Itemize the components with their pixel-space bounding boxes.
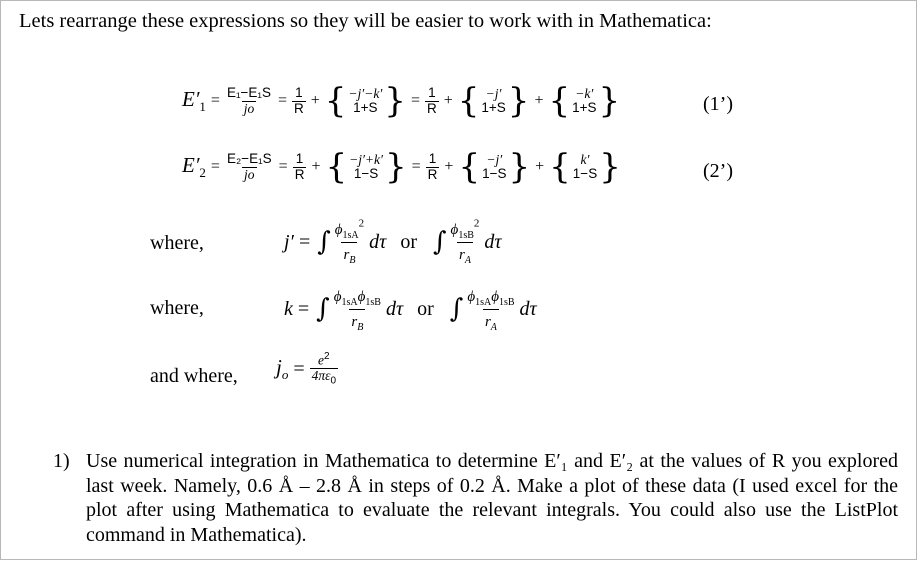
- jo-equals: =: [293, 357, 305, 380]
- and-where-label: and where,: [150, 365, 238, 387]
- jprime-integral-sign-2: ∫: [433, 227, 447, 257]
- jprime-dtau-2: dτ: [484, 230, 502, 253]
- equation-2: $E'_2$ = $\frac{\text{E₂−E₁S}}{jo}$ = $\frac{1}{R}$ + { −j′+k′ 1−S } = $\frac{1}{R}$ + { −j′ 1−S } + { k′ 1−S }: [182, 147, 621, 187]
- jo-fraction: $\frac{e^2}{4\pi\varepsilon_0}$: [311, 351, 337, 387]
- eq1-plus-3: +: [534, 92, 544, 109]
- equation-1: $E'_1$ = $\frac{\text{E₁−E₁S}}{jo}$ = $\frac{1}{R}$ + { −j′−k′ 1+S } = $\frac{1}{R}$ + { −j′ 1+S } + { −k′ 1+S }: [182, 81, 621, 121]
- eq2-plus-2: +: [444, 158, 454, 175]
- k-dtau-2: dτ: [519, 297, 537, 320]
- eq1-equals-3: =: [410, 92, 420, 109]
- eq1-equals-1: =: [210, 92, 220, 109]
- jprime-integrand-1: $\frac{\phi_{1sA}^2}{r_B}$: [334, 217, 365, 266]
- jprime-or: or: [400, 230, 417, 253]
- k-integral-sign-1: ∫: [316, 294, 330, 324]
- jprime-symbol: j′: [284, 230, 294, 253]
- where-label-1: where,: [150, 232, 204, 254]
- k-or: or: [417, 297, 434, 320]
- eq2-plus-3: +: [535, 158, 545, 175]
- jprime-equals: =: [298, 230, 311, 253]
- eq2-one-over-r-2: $\frac{1}{R}$: [427, 151, 438, 182]
- eq1-term-k: −k′ 1+S: [572, 85, 597, 115]
- equation-number-1: (1’): [703, 93, 733, 115]
- intro-text: Lets rearrange these expressions so they will be easier to work with in Mathematica:: [19, 10, 712, 32]
- eq1-term-j: −j′ 1+S: [481, 85, 506, 115]
- eq2-one-over-r: $\frac{1}{R}$: [294, 151, 305, 182]
- task-item-1: [53, 449, 898, 547]
- eq1-equals-2: =: [277, 92, 287, 109]
- jprime-integrand-2: $\frac{\phi_{1sB}^2}{r_A}$: [450, 217, 480, 266]
- k-integral-sign-2: ∫: [449, 294, 464, 324]
- eq2-equals-1: =: [210, 158, 220, 175]
- jo-definition: [276, 352, 338, 387]
- k-definition: [284, 285, 537, 333]
- eq1-one-over-r-2: $\frac{1}{R}$: [426, 85, 437, 116]
- eq1-energy-fraction: $\frac{\text{E₁−E₁S}}{jo}$: [226, 85, 271, 116]
- where-label-2: where,: [150, 297, 204, 319]
- task-number: 1): [53, 450, 70, 472]
- jprime-integral-sign-1: ∫: [317, 227, 331, 257]
- eq2-equals-2: =: [278, 158, 288, 175]
- task-text: Use numerical integration in Mathematica to determine E′₁ and E′₂ at the values of R you explored last week. Namely, 0.6 Å – 2.8 Å in steps of 0.2 Å. Make a plot of these data (I used excel for the plot after using Mathematica to evaluate the relevant integrals. You could also use the ListPlot command in Mathematica).: [86, 450, 898, 546]
- k-dtau-1: dτ: [385, 297, 404, 320]
- eq1-plus-2: +: [443, 92, 453, 109]
- jprime-dtau-1: dτ: [369, 230, 387, 253]
- eq1-term-jk: −j′−k′ 1+S: [348, 85, 383, 115]
- k-equals: =: [297, 297, 310, 320]
- eq2-term-k: k′ 1−S: [572, 151, 598, 181]
- eq2-term-jk: −j′+k′ 1−S: [349, 151, 383, 181]
- k-integrand-1: $\frac{\phi_{1sA}\phi_{1sB}}{r_B}$: [333, 289, 381, 333]
- jprime-definition: [284, 218, 502, 266]
- k-integrand-2: $\frac{\phi_{1sA}\phi_{1sB}}{r_A}$: [467, 289, 515, 333]
- eq1-lhs: $E'_1$: [182, 86, 206, 115]
- eq2-energy-fraction: $\frac{\text{E₂−E₁S}}{jo}$: [226, 151, 272, 182]
- jo-symbol: $j_o$: [276, 355, 289, 383]
- k-symbol: k: [284, 297, 293, 320]
- eq2-equals-3: =: [411, 158, 421, 175]
- equation-number-2: (2’): [703, 160, 733, 182]
- eq1-one-over-r: $\frac{1}{R}$: [294, 85, 304, 116]
- eq1-plus-1: +: [310, 92, 320, 109]
- eq2-term-j: −j′ 1−S: [482, 151, 507, 181]
- eq2-plus-1: +: [311, 158, 321, 175]
- eq2-lhs: $E'_2$: [182, 152, 206, 181]
